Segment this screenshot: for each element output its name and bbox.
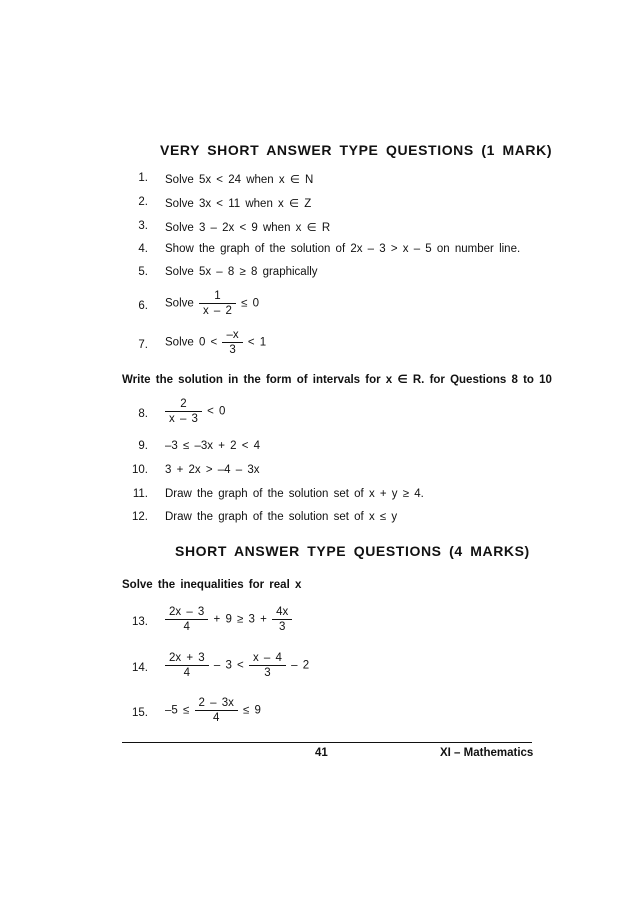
question-number: 9. — [138, 440, 148, 452]
fraction-numerator: –x — [222, 329, 242, 343]
question-number: 2. — [138, 196, 148, 208]
question-text: Show the graph of the solution of 2x – 3 > x – 5 on number line. — [165, 243, 521, 255]
question-expression — [165, 652, 309, 679]
question-text: –3 ≤ –3x + 2 < 4 — [165, 440, 261, 452]
fraction-denominator: 4 — [212, 712, 220, 724]
expression-prefix: Solve — [165, 297, 194, 310]
expression-middle: – 3 < — [213, 659, 244, 672]
question-number: 4. — [138, 243, 148, 255]
expression-middle: + 9 ≥ 3 + — [213, 613, 267, 626]
question-number: 7. — [138, 339, 148, 351]
expression-prefix: –5 ≤ — [165, 704, 190, 717]
instruction-intervals: Write the solution in the form of intervals for x ∈ R. for Questions 8 to 10 — [122, 374, 552, 386]
fraction-denominator: 3 — [278, 621, 286, 633]
question-text: Draw the graph of the solution set of x ≤ y — [165, 511, 398, 523]
question-expression — [165, 290, 259, 317]
question-text: Solve 3 – 2x < 9 when x ∈ R — [165, 222, 331, 234]
expression-suffix: < 1 — [247, 336, 267, 349]
fraction — [195, 697, 238, 724]
question-expression — [165, 697, 261, 724]
fraction-numerator: 1 — [199, 290, 236, 304]
page-number: 41 — [315, 747, 328, 759]
fraction-denominator: 3 — [229, 344, 236, 356]
question-number: 15. — [132, 707, 148, 719]
fraction — [165, 652, 209, 679]
question-expression — [165, 398, 225, 425]
fraction-numerator: 2x – 3 — [165, 606, 208, 620]
question-number: 6. — [138, 300, 148, 312]
question-expression — [165, 606, 292, 633]
fraction-denominator: 4 — [183, 621, 190, 633]
section-heading-very-short: VERY SHORT ANSWER TYPE QUESTIONS (1 MARK) — [160, 142, 553, 158]
fraction — [272, 606, 292, 633]
expression-suffix: < 0 — [207, 405, 226, 418]
section-heading-short-answer: SHORT ANSWER TYPE QUESTIONS (4 MARKS) — [175, 543, 530, 559]
fraction-denominator: 3 — [264, 667, 271, 679]
footer-subject: XI – Mathematics — [440, 747, 534, 759]
question-number: 5. — [138, 266, 148, 278]
fraction — [165, 606, 208, 633]
fraction — [249, 652, 286, 679]
fraction-numerator: 4x — [272, 606, 292, 620]
question-expression — [165, 329, 266, 356]
question-text: Draw the graph of the solution set of x + y ≥ 4. — [165, 488, 424, 500]
question-number: 14. — [132, 662, 148, 674]
question-number: 10. — [132, 464, 148, 476]
expression-suffix: ≤ 0 — [241, 297, 260, 310]
expression-prefix: Solve 0 < — [165, 336, 218, 349]
expression-tail: – 2 — [291, 659, 310, 672]
fraction-denominator: x – 2 — [202, 305, 232, 317]
fraction-denominator: x – 3 — [169, 413, 198, 425]
question-text: Solve 5x < 24 when x ∈ N — [165, 174, 314, 186]
question-text: Solve 3x < 11 when x ∈ Z — [165, 198, 312, 210]
question-number: 3. — [138, 220, 148, 232]
fraction-denominator: 4 — [183, 667, 191, 679]
question-number: 11. — [132, 488, 148, 500]
question-number: 13. — [132, 616, 148, 628]
fraction-numerator: 2 – 3x — [195, 697, 238, 711]
fraction — [222, 329, 242, 356]
fraction — [165, 398, 202, 425]
instruction-real-x: Solve the inequalities for real x — [122, 579, 302, 591]
fraction-numerator: 2x + 3 — [165, 652, 209, 666]
question-text: Solve 5x – 8 ≥ 8 graphically — [165, 266, 318, 278]
question-number: 1. — [138, 172, 148, 184]
fraction-numerator: x – 4 — [249, 652, 286, 666]
question-number: 8. — [138, 408, 148, 420]
fraction-numerator: 2 — [165, 398, 202, 412]
expression-suffix: ≤ 9 — [243, 704, 261, 717]
footer-rule — [122, 742, 532, 743]
fraction — [199, 290, 236, 317]
question-number: 12. — [132, 511, 148, 523]
question-text: 3 + 2x > –4 – 3x — [165, 464, 260, 476]
